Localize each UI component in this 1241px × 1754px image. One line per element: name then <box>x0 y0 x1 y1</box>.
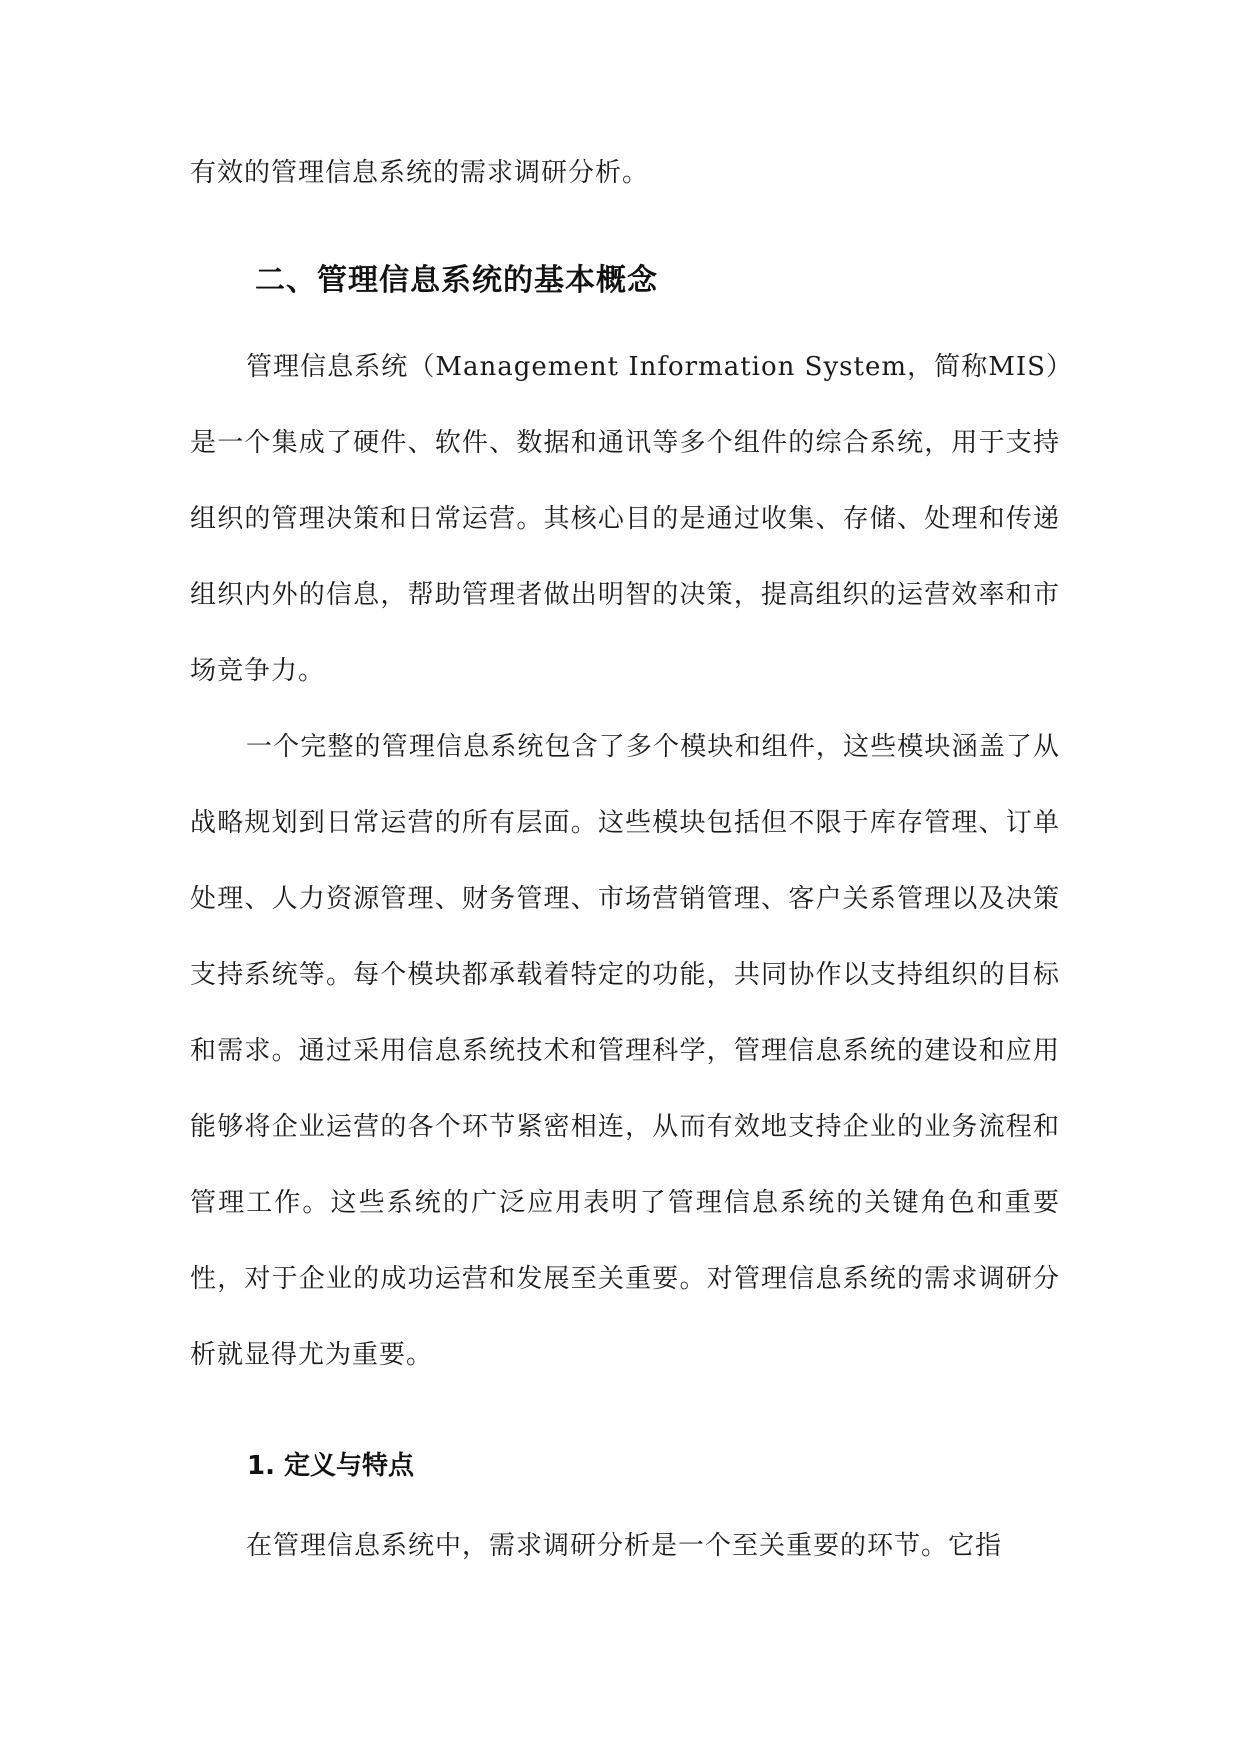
continuation-paragraph: 有效的管理信息系统的需求调研分析。 <box>190 158 650 188</box>
paragraph-mis-modules: 一个完整的管理信息系统包含了多个模块和组件，这些模块涵盖了从战略规划到日常运营的所有层面。这些模块包括但不限于库存管理、订单处理、人力资源管理、财务管理、市场营销管理、客户关系管理以及决策支持系统等。每个模块都承载着特定的功能，共同协作以支持组织的目标和需求。通过采用信息系统技术和管理科学，管理信息系统的建设和应用能够将企业运营的各个环节紧密相连，从而有效地支持企业的业务流程和管理工作。这些系统的广泛应用表明了管理信息系统的关键角色和重要性，对于企业的成功运营和发展至关重要。对管理信息系统的需求调研分析就显得尤为重要。 <box>190 732 1060 1370</box>
subsection-paragraph: 在管理信息系统中，需求调研分析是一个至关重要的环节。它指 <box>246 1531 1003 1561</box>
section-heading: 二、管理信息系统的基本概念 <box>255 263 658 298</box>
paragraph-mis-definition: 管理信息系统（Management Information System，简称MIS）是一个集成了硬件、软件、数据和通讯等多个组件的综合系统，用于支持组织的管理决策和日常运营。其核心目的是通过收集、存储、处理和传递组织内外的信息，帮助管理者做出明智的决策，提高组织的运营效率和市场竞争力。 <box>190 352 1060 686</box>
subsection-heading: 1. 定义与特点 <box>247 1451 415 1481</box>
